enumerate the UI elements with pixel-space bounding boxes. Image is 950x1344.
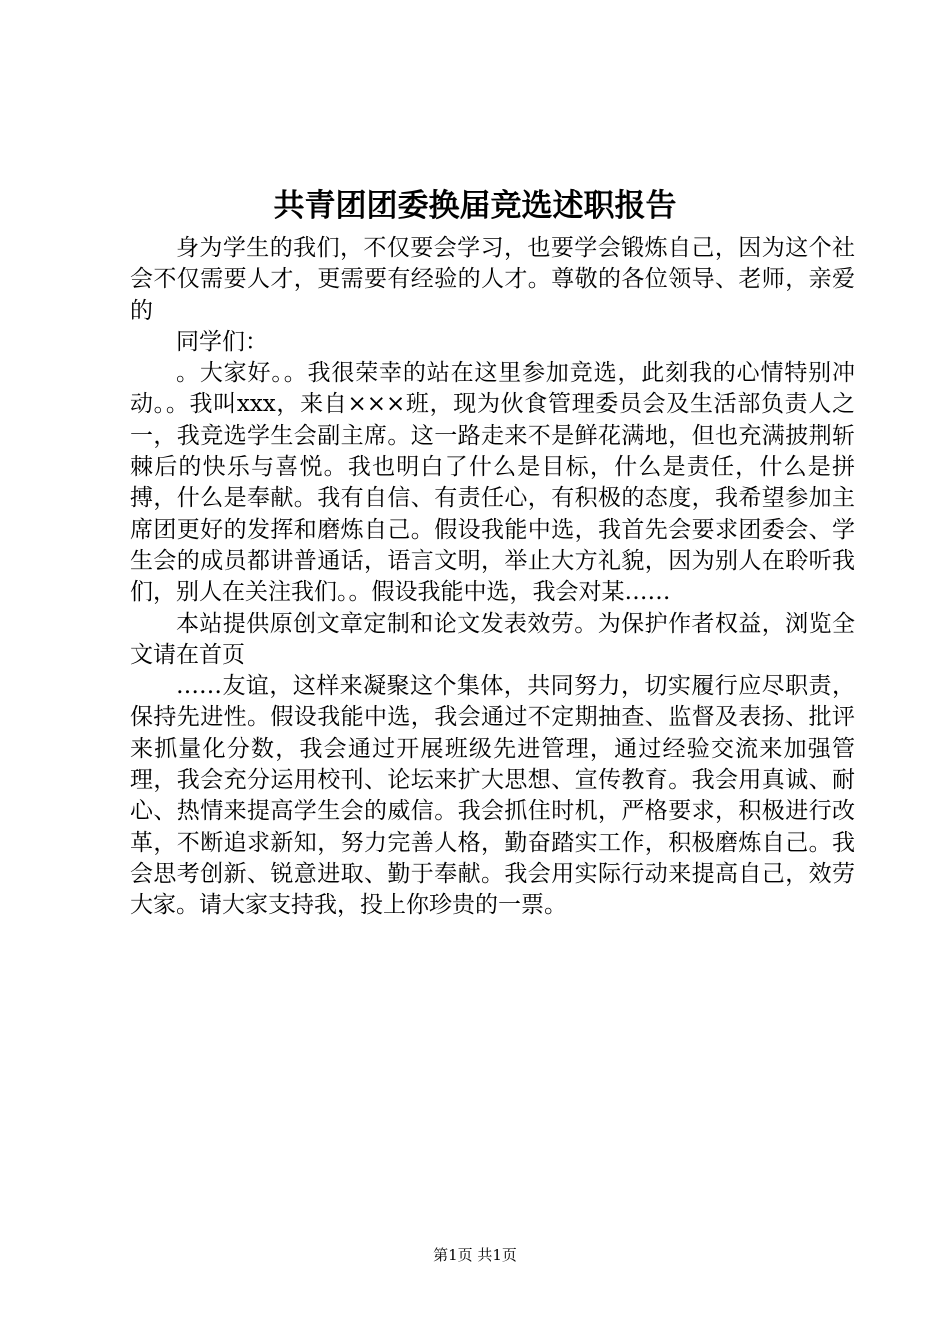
document-body — [130, 233, 855, 922]
paragraph-greeting: 同学们： — [176, 328, 268, 355]
paragraph-notice: 本站提供原创文章定制和论文发表效劳。为保护作者权益，浏览全文请在首页 — [130, 610, 855, 668]
paragraph-conclusion: ……友谊，这样来凝聚这个集体，共同努力，切实履行应尽职责，保持先进性。假设我能中选，我会通过不定期抽查、监督及表扬、批评来抓量化分数，我会通过开展班级先进管理，通过经验交流来加强管理，我会充分运用校刊、论坛来扩大思想、宣传教育。我会用真诚、耐心、热情来提高学生会的威信。我会抓住时机，严格要求，积极进行改革，不断追求新知，努力完善人格，勤奋踏实工作，积极磨炼自己。我会思考创新、锐意进取、勤于奉献。我会用实际行动来提高自己，效劳大家。请大家支持我，投上你珍贵的一票。 — [130, 673, 855, 919]
page-footer: 第1页 共1页 — [433, 1246, 517, 1264]
paragraph-intro: 身为学生的我们，不仅要会学习，也要学会锻炼自己，因为这个社会不仅需要人才，更需要有经验的人才。尊敬的各位领导、老师，亲爱的 — [130, 235, 855, 324]
paragraph-main: 。大家好。。我很荣幸的站在这里参加竞选，此刻我的心情特别冲动。。我叫xxx，来自×××班，现为伙食管理委员会及生活部负责人之一，我竞选学生会副主席。这一路走来不是鲜花满地，但也充满披荆斩棘后的快乐与喜悦。我也明白了什么是目标，什么是责任，什么是拼搏，什么是奉献。我有自信、有责任心，有积极的态度，我希望参加主席团更好的发挥和磨炼自己。假设我能中选，我首先会要求团委会、学生会的成员都讲普通话，语言文明，举止大方礼貌，因为别人在聆听我们，别人在关注我们。。假设我能中选，我会对某…… — [130, 360, 855, 606]
document-title: 共青团团委换届竞选述职报告 — [273, 188, 677, 224]
